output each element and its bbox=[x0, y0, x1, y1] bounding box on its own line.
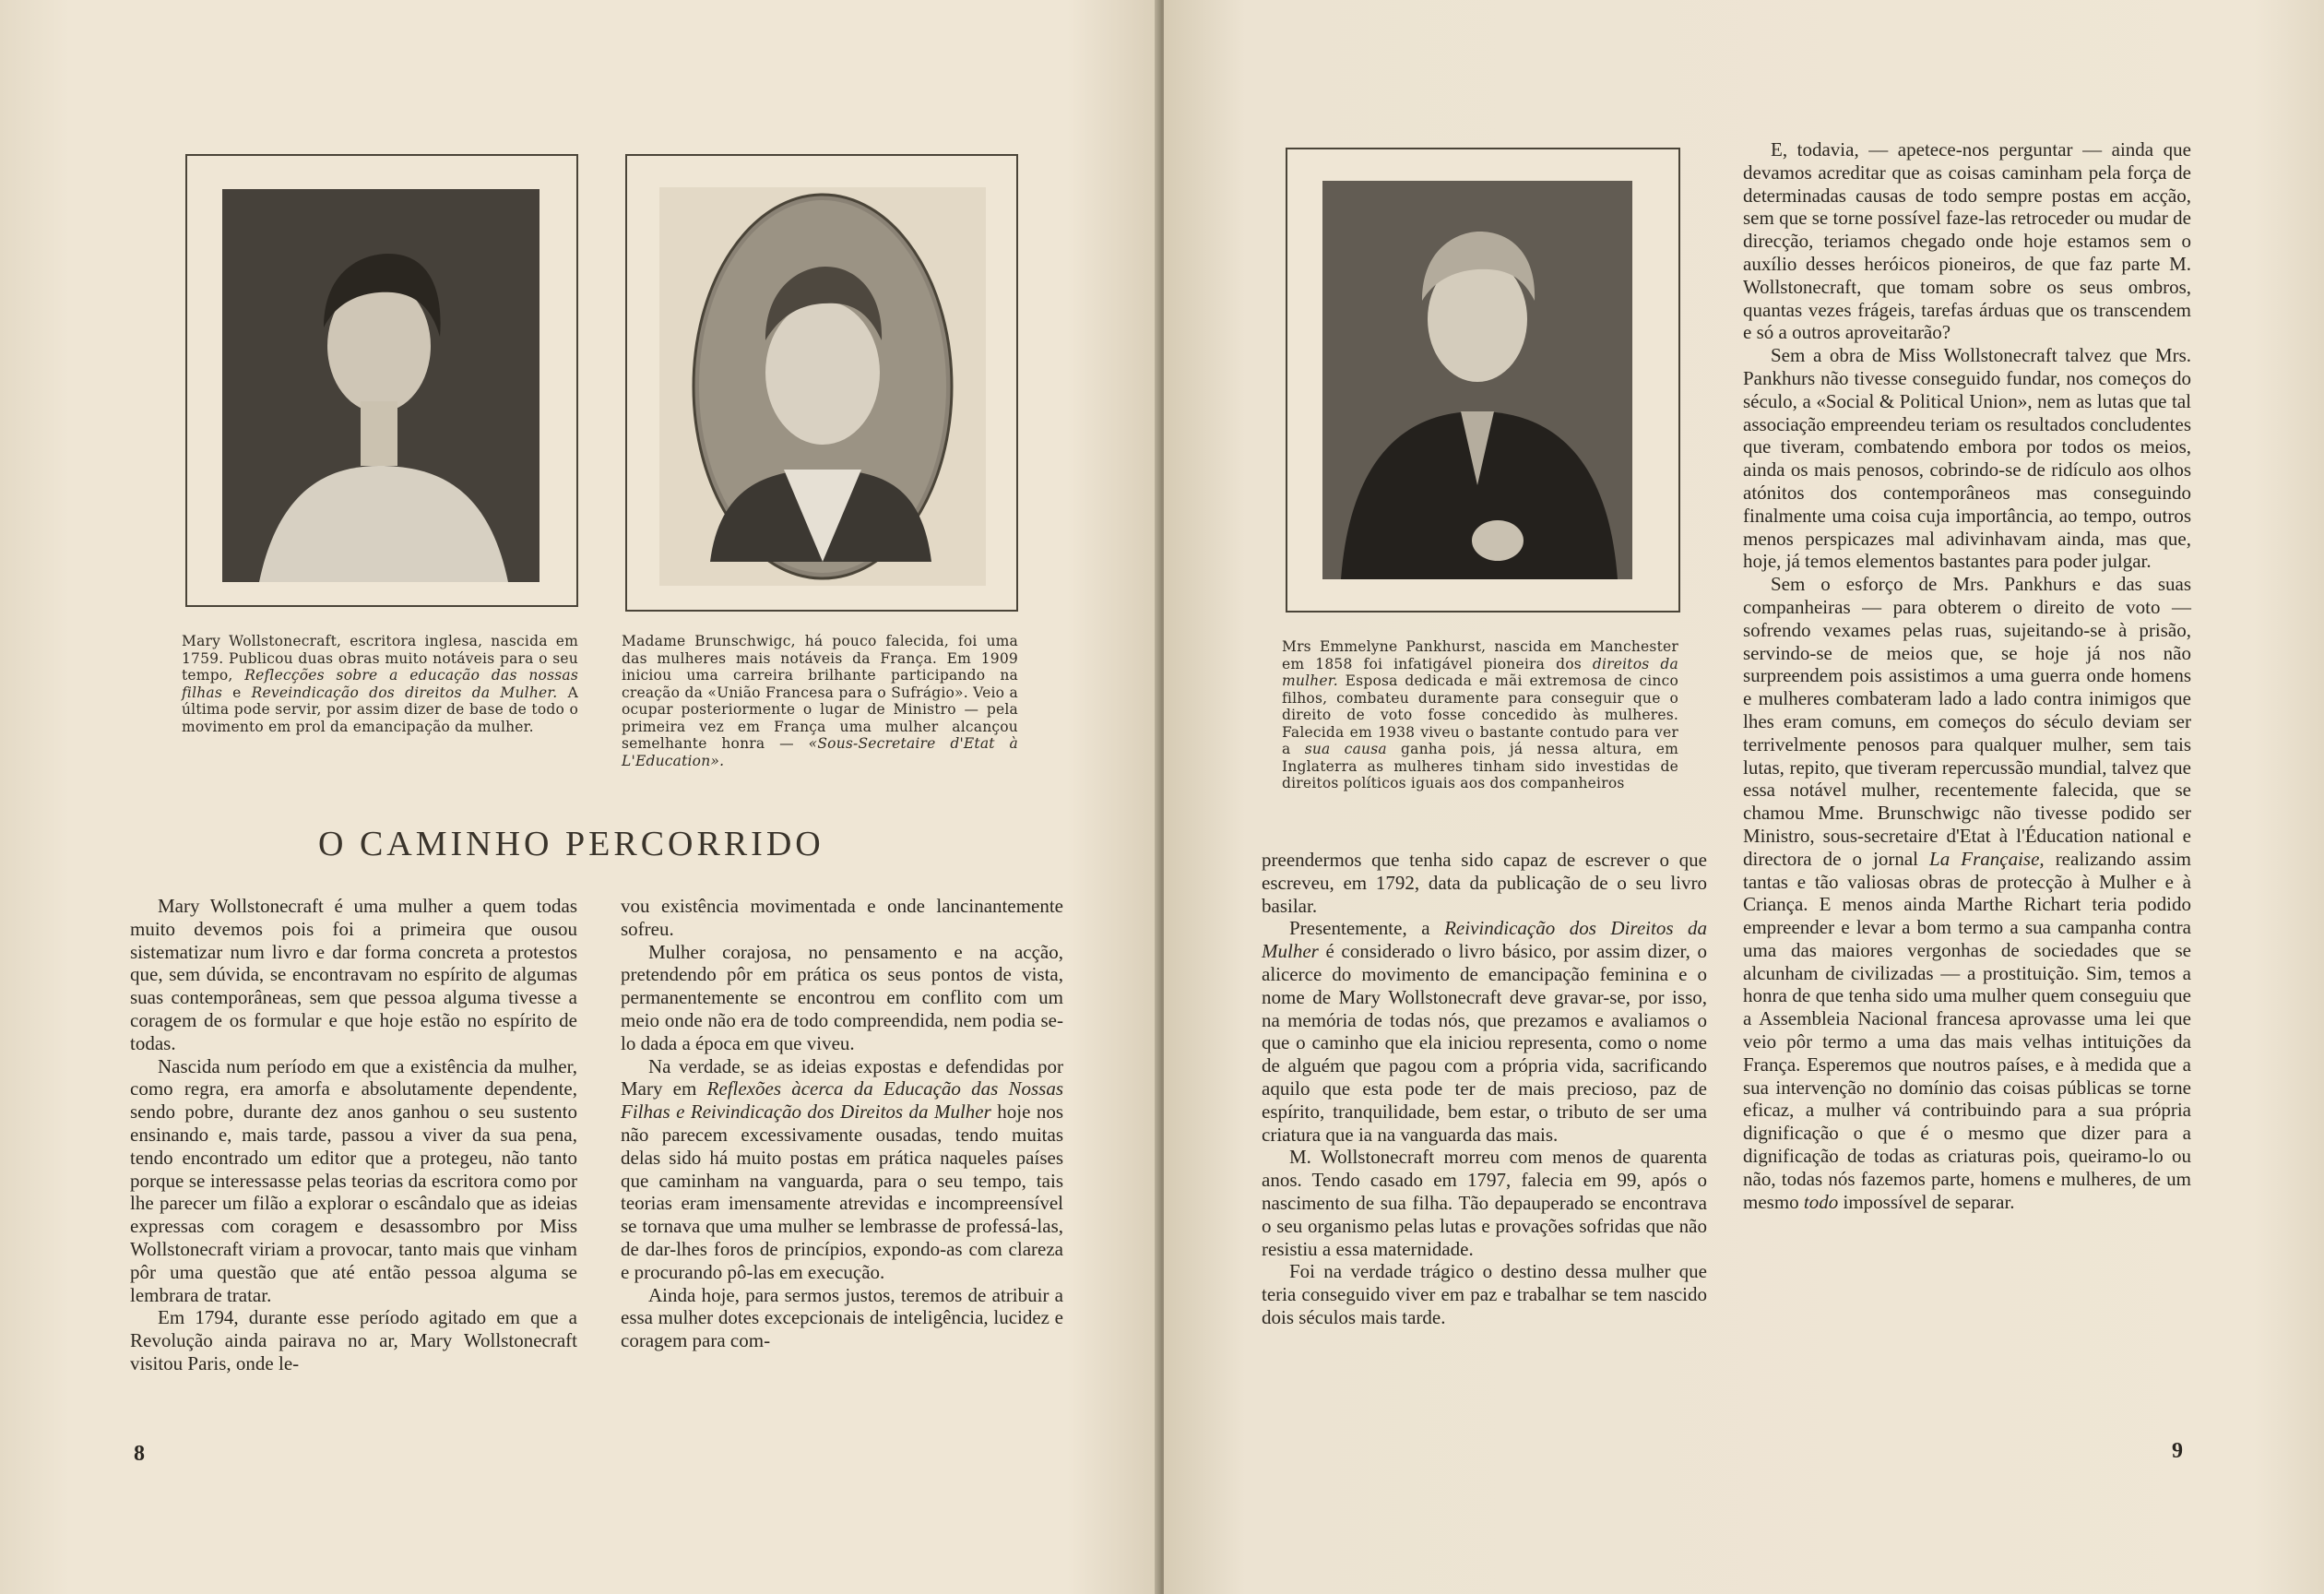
portrait-madame-brunschwigc bbox=[627, 156, 1016, 610]
right-page-column-1 bbox=[1262, 849, 1707, 1329]
paragraph: Presentemente, a Reivindicação dos Direitos da Mulher é considerado o livro básico, por assim dizer, o alicerce do movimento de emancipação feminina e o nome de Mary Wollstonecraft deve gravar-se, por isso, na memória de todas nós, que prezamos e avaliamos o que o caminho que ela iniciou representa, como o nome de alguém que pagou com a própria vida, sacrificando aquilo que esta pode ter de mais precioso, paz de espírito, tranquilidade, bem estar, o tributo de ser uma criatura que ia na vanguarda das mais. bbox=[1262, 917, 1708, 1146]
caption-brunschwigc: Madame Brunschwigc, há pouco falecida, foi uma das mulheres mais notáveis da França. Em 1909 iniciou uma carreira brilhante participando na creação da «União Francesa para o Sufrágio». Veio a ocupar posteriormente o lugar de Ministro — pela primeira vez em França uma mulher alcançou semelhante honra — «Sous-Secretaire d'Etat à L'Education». bbox=[622, 633, 1018, 769]
portrait-emmeline-pankhurst bbox=[1322, 181, 1632, 579]
paragraph: Mulher corajosa, no pensamento e na acção, pretendendo pôr em prática os seus pontos de vista, permanentemente se encontrou em conflito com um meio onde não era de todo compreendida, nem podia se-lo dada a época em que viveu. bbox=[621, 940, 1063, 1054]
page-number-left: 8 bbox=[134, 1442, 145, 1466]
portrait-frame-brunschwigc bbox=[625, 154, 1018, 612]
portrait-frame-pankhurst bbox=[1286, 148, 1680, 613]
paragraph: Sem o esforço de Mrs. Pankhurs e das suas companheiras — para obterem o direito de voto — sofrendo vexames pelas ruas, sujeitando-se à prisão, servindo-se de meios que, se hoje já nos não surpreendem pois assistimos a uma guerra onde homens e mulheres combateram lado a lado contra inimigos que lhes eram comuns, em começos do século deviam ser terrivelmente penosos para qualquer mulher, sem tais lutas, repito, que tiveram repercussão mundial, talvez que essa notável mulher, recentemente falecida, que se chamou Mme. Brunschwigc não tivesse podido ser Ministro, sous-secretaire d'Etat à l'Éducation national e directora de o jornal La Française, realizando assim tantas e tão valiosas obras de protecção à Mulher e à Criança. E menos ainda Marthe Richart teria podido empreender e levar a bom termo a sua campanha contra uma das maiores vergonhas de sociedades que se alcunham de civilizadas — a prostituição. Sim, temos a honra de que tenha sido uma mulher quem conseguiu que a Assembleia Nacional francesa aprovasse uma lei que veio pôr termo a uma das mais velhas intituições da França. Esperemos que noutros países, e à medida que a sua intervenção no domínio das coisas públicas se torne eficaz, a mulher vá contribuindo para a sua própria dignificação o que é o mesmo que dizer para a dignificação de todas as criaturas pois, queiramo-lo ou não, todas nós fazemos parte, homens e mulheres, de um mesmo todo impossível de separar. bbox=[1743, 573, 2191, 1213]
paragraph: preendermos que tenha sido capaz de escrever o que escreveu, em 1792, data da publicação de o seu livro basilar. bbox=[1262, 849, 1707, 917]
paragraph: Foi na verdade trágico o destino dessa mulher que teria conseguido viver em paz e trabalhar se tem nascido dois séculos mais tarde. bbox=[1262, 1260, 1707, 1328]
page-number-right: 9 bbox=[2172, 1439, 2183, 1463]
paragraph: Ainda hoje, para sermos justos, teremos de atribuir a essa mulher dotes excepcionais de inteligência, lucidez e coragem para com- bbox=[621, 1283, 1063, 1352]
paragraph: Nascida num período em que a existência da mulher, como regra, era amorfa e absolutamente dependente, sendo pobre, durante dez anos ganhou o seu sustento ensinando e, mais tarde, passou a viver da sua pena, tendo encontrado um editor que a protegeu, não tanto porque se interessasse pelas teorias da escritora como por lhe parecer um filão a explorar o escândalo que as ideias expressas com coragem e desassombro por Miss Wollstonecraft viriam a provocar, tanto mais que vinham pôr uma questão que até então pessoa alguma se lembrara de tratar. bbox=[130, 1054, 577, 1306]
caption-pankhurst: Mrs Emmelyne Pankhurst, nascida em Manchester em 1858 foi infatigável pioneira dos direitos da mulher. Esposa dedicada e mãi extremosa de cinco filhos, combateu duramente para conseguir que o direito de voto fosse concedido às mulheres. Falecida em 1938 viveu o bastante contudo para ver a sua causa ganha pois, já nessa altura, em Inglaterra as mulheres tinham sido investidas de direitos políticos iguais aos dos companheiros bbox=[1282, 638, 1678, 791]
paragraph: Mary Wollstonecraft é uma mulher a quem todas muito devemos pois foi a primeira que ousou sistematizar num livro e dar forma concreta a protestos que, sem dúvida, se encontravam no espírito de algumas suas contemporâneas, sem que pessoa alguma tivesse a coragem de os formular e que hoje estão no espírito de todas. bbox=[130, 895, 577, 1054]
paragraph: vou existência movimentada e onde lancinantemente sofreu. bbox=[621, 895, 1063, 940]
article-title: O CAMINHO PERCORRIDO bbox=[318, 825, 824, 863]
portrait-mary-wollstonecraft bbox=[222, 189, 540, 582]
caption-wollstonecraft: Mary Wollstonecraft, escritora inglesa, nascida em 1759. Publicou duas obras muito notáveis para o seu tempo, Reflecções sobre a educação das nossas filhas e Reveindicação dos direitos da Mulher. A última pode servir, por assim dizer de base de todo o movimento em prol da emancipação da mulher. bbox=[182, 633, 578, 735]
right-page bbox=[1164, 0, 2324, 1594]
paragraph: E, todavia, — apetece-nos perguntar — ainda que devamos acreditar que as coisas caminham pela força de determinadas causas de todo sempre postas em acção, sem que se torne possível faze-las retroceder ou mudar de direcção, teriamos chegado onde hoje estamos sem o auxílio desses heróicos pioneiros, de que faz parte M. Wollstonecraft, que tomam sobre os seus ombros, quantas vezes frágeis, tarefas árduas que os transcendem e só a outros aproveitarão? bbox=[1743, 138, 2191, 344]
left-page bbox=[0, 0, 1160, 1594]
paragraph: Na verdade, se as ideias expostas e defendidas por Mary em Reflexões àcerca da Educação das Nossas Filhas e Reivindicação dos Direitos da Mulher hoje nos não parecem excessivamente ousadas, tendo muitas delas sido há muito postas em prática naqueles países que caminham na vanguarda, para o seu tempo, tais teorias eram imensamente atrevidas e incompreensível se tornava que uma mulher se lembrasse de professá-las, de dar-lhes foros de princípios, expondo-as com clareza e procurando pô-las em execução. bbox=[621, 1054, 1064, 1283]
right-page-column-2 bbox=[1743, 138, 2191, 1213]
portrait-frame-wollstonecraft bbox=[185, 154, 578, 607]
paragraph: M. Wollstonecraft morreu com menos de quarenta anos. Tendo casado em 1797, falecia em 99, após o nascimento de sua filha. Tão depauperado se encontrava o seu organismo pelas lutas e provações sofridas que não resistiu a essa maternidade. bbox=[1262, 1146, 1707, 1260]
paragraph: Sem a obra de Miss Wollstonecraft talvez que Mrs. Pankhurs não tivesse conseguido fundar, nos começos do século, a «Social & Political Union», nem as lutas que tal associação empreendeu teriam os resultados concludentes que tiveram, combatendo embora por todos os meios, ainda os mais penosos, cobrindo-se de ridículo aos olhos atónitos dos contemporâneos mas conseguindo finalmente uma coisa cuja importância, ao tempo, outros menos perspicazes mal adivinhavam ainda, mas que, hoje, já temos elementos bastantes para poder julgar. bbox=[1743, 344, 2191, 573]
left-page-column-1 bbox=[130, 895, 577, 1375]
paragraph: Em 1794, durante esse período agitado em que a Revolução ainda pairava no ar, Mary Wollstonecraft visitou Paris, onde le- bbox=[130, 1306, 577, 1374]
left-page-column-2 bbox=[621, 895, 1063, 1352]
